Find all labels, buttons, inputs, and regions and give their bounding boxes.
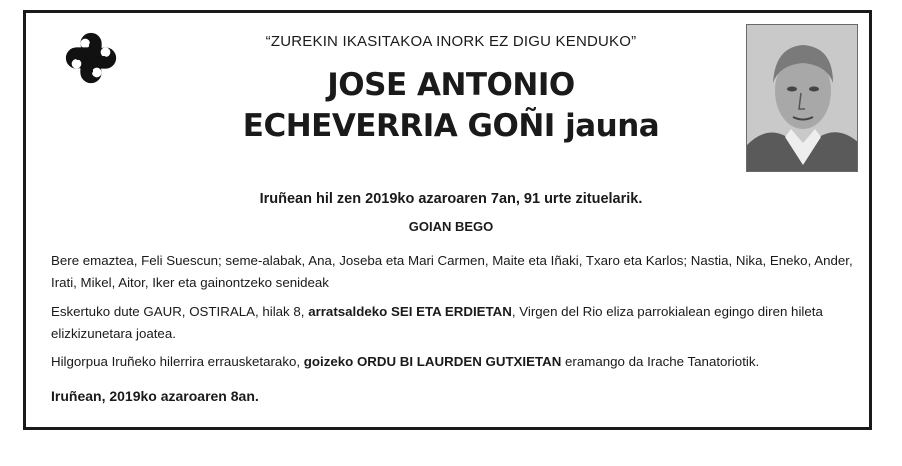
cremation-text-after: eramango da Irache Tanatoriotik. (561, 354, 760, 369)
cremation-text-before: Hilgorpua Iruñeko hilerrira errausketarako, (51, 354, 304, 369)
deceased-name (176, 65, 726, 147)
death-notice: Iruñean hil zen 2019ko azaroaren 7an, 91 urte zituelarik. (259, 191, 643, 207)
funeral-text-after: , Virgen del Rio eliza parrokialean egingo diren hileta elizkizunetara joatea. (51, 304, 823, 341)
funeral-paragraph (51, 301, 861, 345)
obituary-frame (23, 10, 872, 430)
name-line-1: JOSE ANTONIO (327, 67, 575, 103)
funeral-text-before: Eskertuko dute GAUR, OSTIRALA, hilak 8, (51, 304, 309, 319)
closing-date: Iruñean, 2019ko azaroaren 8an. (51, 388, 259, 404)
cremation-time: goizeko ORDU BI LAURDEN GUTXIETAN (303, 354, 562, 369)
portrait-photo (746, 24, 858, 172)
name-line-2: ECHEVERRIA GOÑI jauna (242, 108, 660, 144)
lauburu-icon (62, 29, 120, 87)
cremation-paragraph (51, 351, 861, 373)
motto: “ZUREKIN IKASITAKOA INORK EZ DIGU KENDUKO” (265, 33, 637, 50)
family-paragraph: Bere emaztea, Feli Suescun; seme-alabak, Ana, Joseba eta Mari Carmen, Maite eta Iñaki, Txaro eta Karlos; Nastia, Nika, Eneko, Ander, Irati, Mikel, Aitor, Iker eta gainontzeko senideak (51, 253, 853, 290)
funeral-time: arratsaldeko SEI ETA ERDIETAN (308, 304, 512, 319)
goian-bego: GOIAN BEGO (408, 219, 494, 234)
